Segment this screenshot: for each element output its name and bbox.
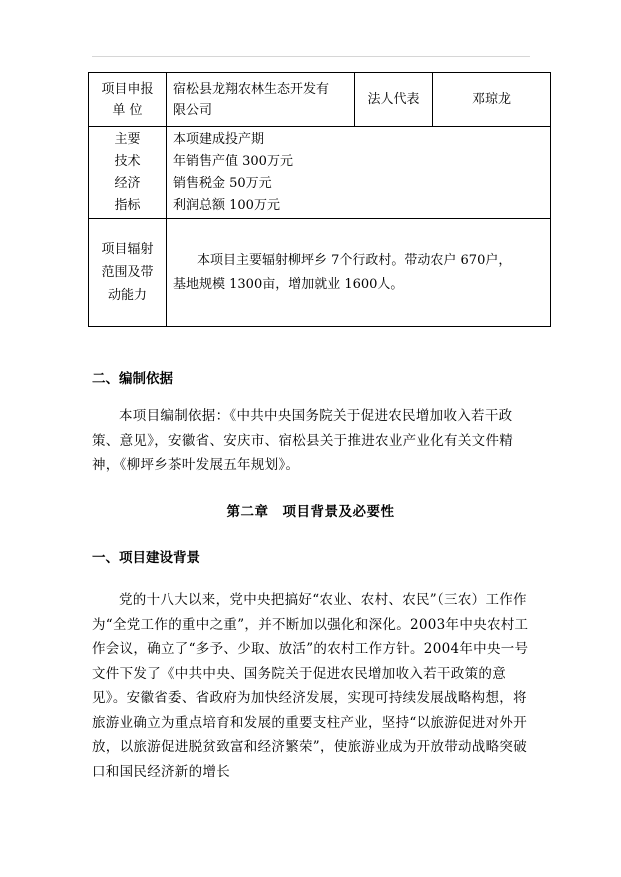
indicator-value: 销售税金 50万元 <box>173 175 272 191</box>
background-paragraph: 党的十八大以来，党中央把搞好“农业、农村、农民”（三农）工作作为“全党工作的重中之重”，并不断加以强化和深化。2003年中央农村工作会议，确立了“多予、少取、放活”的农村工作方针。2004年中央一号文件下发了《中共中央、国务院关于促进农民增加收入若干政策的意见》。安徽省委、省政府为加快经济发展，实现可持续发展战略构想，将旅游业确立为重点培育和发展的重要支柱产业，坚持“以旅游促进对外开放，以旅游促进脱贫致富和经济繁荣”，使旅游业成为开放带动战略突破口和国民经济新的增长 <box>92 592 529 780</box>
indicator-value: 本项建成投产期 <box>173 131 265 147</box>
indicators-label <box>89 127 167 219</box>
impact-label-line: 范围及带 <box>101 265 154 280</box>
impact-label <box>89 219 167 327</box>
impact-label-line: 动能力 <box>107 288 147 303</box>
applicant-label-line2: 单 位 <box>112 102 143 118</box>
section-heading-basis: 二、编制依据 <box>92 371 173 387</box>
applicant-label <box>89 73 167 127</box>
section-heading-background: 一、项目建设背景 <box>92 550 200 566</box>
table-row-applicant <box>89 73 551 127</box>
indicators-label-line: 技术 <box>114 153 141 169</box>
basis-paragraph: 本项目编制依据：《中共中央国务院关于促进农民增加收入若干政策、意见》，安徽省、安庆市、宿松县关于推进农业产业化有关文件精神，《柳坪乡茶叶发展五年规划》。 <box>92 408 514 473</box>
indicators-values <box>167 127 551 219</box>
project-info-table <box>88 72 551 327</box>
impact-value-line1: 本项目主要辐射柳坪乡 7个行政村。带动农户 670户， <box>197 252 512 268</box>
page-header-rule <box>92 56 530 57</box>
legal-rep-value: 邓琼龙 <box>433 73 551 127</box>
applicant-value-line1: 宿松县龙翔农林生态开发有 <box>173 81 330 97</box>
indicators-label-line: 主要 <box>114 131 141 147</box>
basis-paragraph-block <box>92 404 530 478</box>
impact-value <box>167 219 551 327</box>
applicant-label-line1: 项目申报 <box>101 81 154 97</box>
applicant-value <box>167 73 355 127</box>
impact-value-line2: 基地规模 1300亩，增加就业 1600人。 <box>173 276 404 292</box>
applicant-value-line2: 限公司 <box>173 102 213 118</box>
table-row-impact <box>89 219 551 327</box>
impact-label-line: 项目辐射 <box>101 242 154 257</box>
indicators-label-line: 经济 <box>114 175 141 191</box>
indicator-value: 年销售产值 300万元 <box>173 153 293 169</box>
indicator-value: 利润总额 100万元 <box>173 197 280 213</box>
background-paragraph-block <box>92 588 530 784</box>
indicators-label-line: 指标 <box>114 197 141 213</box>
chapter-title: 第二章 项目背景及必要性 <box>226 504 395 520</box>
table-row-indicators <box>89 127 551 219</box>
legal-rep-label: 法人代表 <box>355 73 433 127</box>
